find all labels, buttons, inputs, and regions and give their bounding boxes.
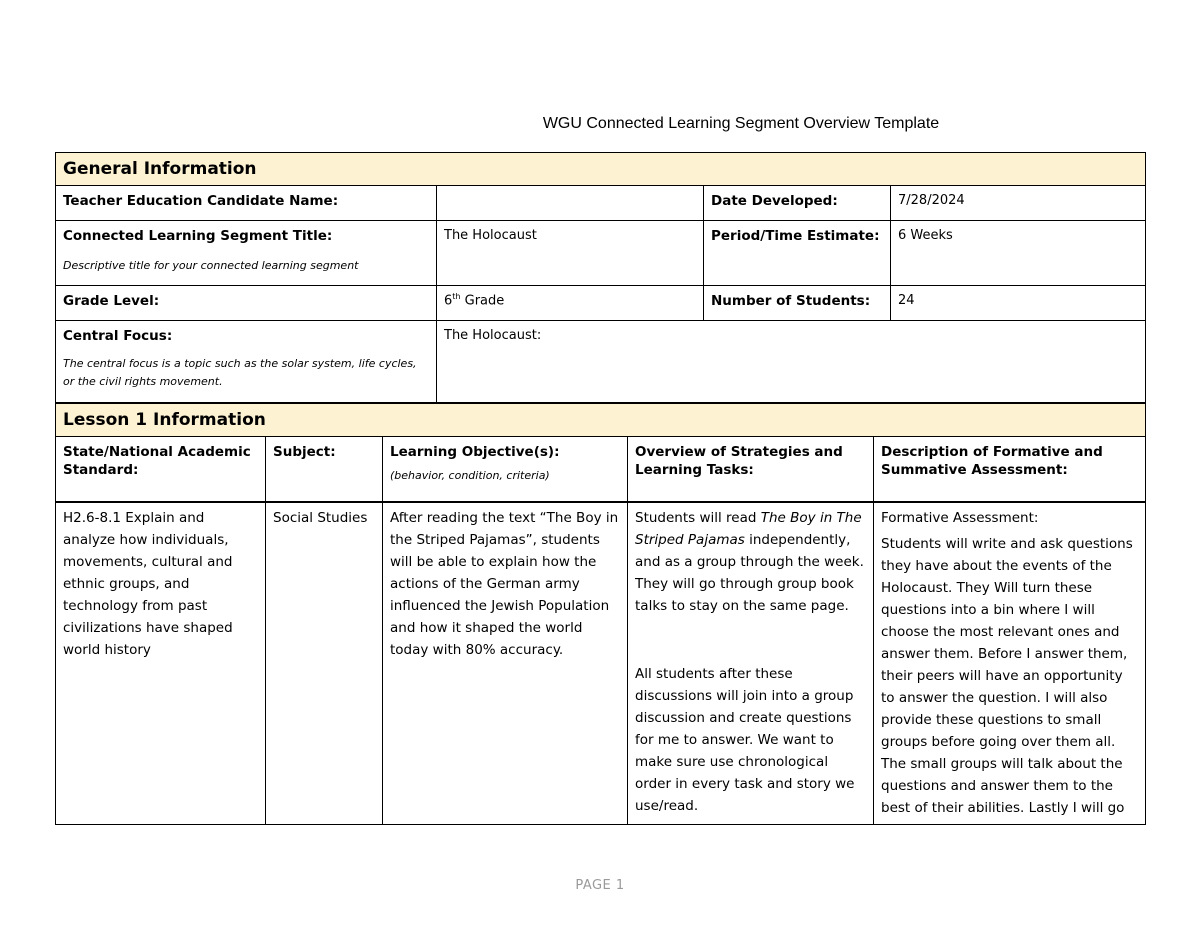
central-focus-label: Central Focus: (63, 328, 173, 344)
segment-title-value[interactable]: The Holocaust (437, 221, 704, 285)
grade-row (56, 286, 1145, 321)
segment-title-hint: Descriptive title for your connected learning segment (63, 259, 359, 273)
lesson1-heading: Lesson 1 Information (56, 404, 1145, 436)
strategies-cell[interactable] (628, 503, 874, 824)
standard-header: State/National Academic Standard: (56, 437, 266, 501)
assessment-text: Students will write and ask questions they have about the events of the Holocaust. They Will turn these questions into a bin where I will choose the most relevant ones and answer them. Before I answer them, their peers will have an opportunity to answer the question. I will also provide these questions to small groups before going over them all. The small groups will talk about the questions and answer them to the best of their abilities. Lastly I will go (881, 536, 1133, 816)
formative-assessment-label: Formative Assessment: (881, 510, 1039, 526)
segment-overview-table (55, 152, 1146, 825)
objective-header: Learning Objective(s): (390, 444, 560, 460)
strategies-paragraph-1 (635, 507, 866, 617)
grade-level-label: Grade Level: (56, 286, 437, 320)
subject-header: Subject: (266, 437, 383, 501)
strategies-p1-post: independently, and as a group through the week. They will go through group book talks to stay on the same page. (635, 532, 864, 614)
subject-cell[interactable]: Social Studies (266, 503, 383, 824)
assessment-header: Description of Formative and Summative Assessment: (881, 444, 1103, 479)
objective-header-cell (383, 437, 628, 501)
objective-cell[interactable]: After reading the text “The Boy in the Striped Pajamas”, students will be able to explain how the actions of the German army influenced the Jewish Population and how it shaped the world today with 80% accuracy. (383, 503, 628, 824)
period-estimate-value[interactable]: 6 Weeks (898, 228, 953, 243)
general-info-heading: General Information (56, 153, 1145, 185)
grade-number: 6 (444, 293, 453, 309)
lesson1-column-headers (56, 437, 1145, 503)
segment-title-label: Connected Learning Segment Title: (63, 228, 333, 244)
objective-hint: (behavior, condition, criteria) (390, 469, 550, 483)
central-focus-label-cell (56, 321, 437, 402)
book-title: The Boy in The Striped Pajamas (635, 510, 862, 548)
lesson1-header-row (56, 404, 1145, 437)
date-developed-label: Date Developed: (704, 186, 891, 220)
standard-cell[interactable]: H2.6-8.1 Explain and analyze how individuals, movements, cultural and ethnic groups, and technology from past civilizations have shaped world history (56, 503, 266, 824)
segment-title-label-cell (56, 221, 437, 285)
central-focus-hint: The central focus is a topic such as the solar system, life cycles, or the civil rights movement. (63, 357, 417, 388)
segment-title-row (56, 221, 1145, 286)
strategies-header: Overview of Strategies and Learning Tasks: (628, 437, 874, 501)
strategies-paragraph-2: All students after these discussions will join into a group discussion and create questions for me to answer. We want to make sure use chronological order in every task and story we use/read. (635, 666, 855, 814)
candidate-row (56, 186, 1145, 221)
date-developed-value[interactable]: 7/28/2024 (898, 193, 965, 208)
grade-level-value[interactable] (437, 286, 704, 320)
general-info-header-row (56, 153, 1145, 186)
document-title: WGU Connected Learning Segment Overview Template (542, 115, 940, 132)
period-estimate-label: Period/Time Estimate: (704, 221, 891, 285)
central-focus-row (56, 321, 1145, 404)
central-focus-value[interactable]: The Holocaust: (444, 328, 542, 343)
assessment-cell[interactable] (874, 503, 1145, 824)
number-of-students-value[interactable]: 24 (898, 293, 915, 308)
strategies-p1-pre: Students will read (635, 510, 761, 526)
grade-suffix: th (452, 292, 461, 301)
number-of-students-label: Number of Students: (704, 286, 891, 320)
page-number: PAGE 1 (575, 878, 625, 893)
grade-word: Grade (460, 293, 505, 309)
lesson1-content-row (56, 503, 1145, 824)
candidate-name-value[interactable] (437, 186, 704, 220)
candidate-name-label: Teacher Education Candidate Name: (56, 186, 437, 220)
